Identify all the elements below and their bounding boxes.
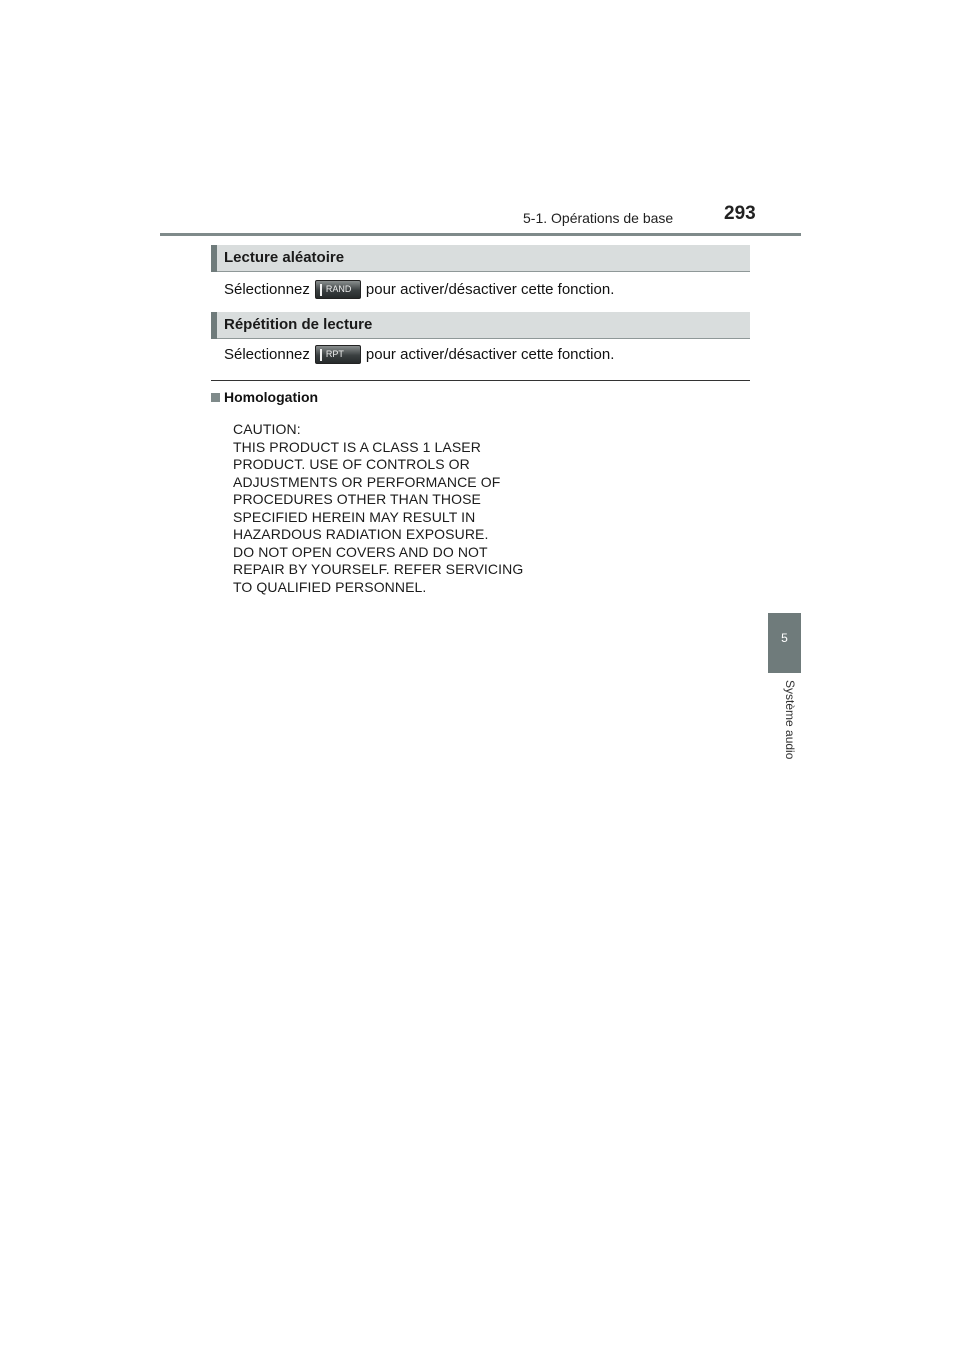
section-title: Lecture aléatoire <box>224 249 345 266</box>
caution-line: PROCEDURES OTHER THAN THOSE <box>233 491 481 507</box>
section-title: Répétition de lecture <box>224 316 373 333</box>
page-number: 293 <box>724 203 756 224</box>
square-bullet-icon <box>211 393 220 402</box>
heading-bar <box>211 312 217 339</box>
instruction-text: Sélectionnez <box>224 281 310 298</box>
header-section-title: 5-1. Opérations de base <box>523 210 674 226</box>
caution-line: HAZARDOUS RADIATION EXPOSURE. <box>233 526 489 542</box>
heading-bar <box>211 245 217 272</box>
chapter-label: Système audio <box>783 680 797 760</box>
instruction-text: Sélectionnez <box>224 346 310 363</box>
instruction-repeat <box>224 345 614 364</box>
section-heading-random <box>211 245 750 272</box>
instruction-text: pour activer/désactiver cette fonction. <box>365 281 615 298</box>
indicator-bar <box>320 349 322 361</box>
caution-line: TO QUALIFIED PERSONNEL. <box>233 578 427 595</box>
instruction-random <box>224 280 614 299</box>
caution-line: PRODUCT. USE OF CONTROLS OR <box>233 456 470 472</box>
note-divider <box>211 380 750 381</box>
caution-line: ADJUSTMENTS OR PERFORMANCE OF <box>233 473 501 490</box>
chapter-number: 5 <box>781 631 788 645</box>
rand-button-icon <box>315 280 361 299</box>
caution-line: REPAIR BY YOURSELF. REFER SERVICING <box>233 561 524 577</box>
section-heading-repeat <box>211 312 750 339</box>
indicator-bar <box>320 284 322 296</box>
header-divider <box>160 233 801 236</box>
caution-label-image <box>233 421 523 596</box>
note-heading <box>211 389 318 405</box>
caution-line: DO NOT OPEN COVERS AND DO NOT <box>233 543 488 560</box>
rpt-button-icon <box>315 345 361 364</box>
caution-line: SPECIFIED HEREIN MAY RESULT IN <box>233 508 476 525</box>
caution-line: CAUTION: <box>233 421 301 437</box>
caution-line: THIS PRODUCT IS A CLASS 1 LASER <box>233 438 481 455</box>
rand-button-label: RAND <box>325 284 352 294</box>
note-title: Homologation <box>224 389 319 405</box>
rpt-button-label: RPT <box>325 349 344 359</box>
instruction-text: pour activer/désactiver cette fonction. <box>365 346 615 363</box>
chapter-tab <box>768 613 801 673</box>
